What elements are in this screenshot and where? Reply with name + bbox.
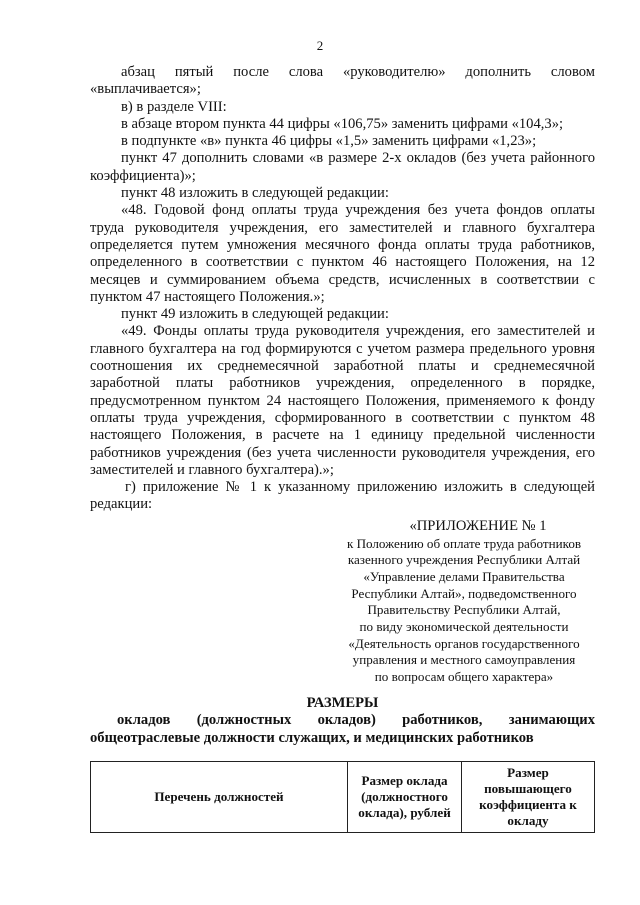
- paragraph: в абзаце втором пункта 44 цифры «106,75» заменить цифрами «104,3»;: [121, 115, 564, 132]
- paragraph: пункт 47 дополнить словами «в размере 2-х окладов (без учета районного коэффициента)»;: [90, 150, 595, 184]
- appendix-line: Республики Алтай», подведомственного: [351, 585, 577, 601]
- appendix-line: по вопросам общего характера»: [374, 669, 554, 685]
- subtitle-word: (должностных: [196, 712, 292, 728]
- table-header-row: [91, 762, 595, 833]
- appendix-title: «ПРИЛОЖЕНИЕ № 1: [409, 518, 547, 534]
- paragraph: в) в разделе VIII:: [121, 98, 227, 115]
- paragraph: абзац пятый после слова «руководителю» дополнить словом «выплачивается»;: [90, 64, 595, 98]
- subtitle-word: занимающих: [508, 712, 595, 728]
- paragraph: пункт 48 изложить в следующей редакции:: [121, 185, 389, 202]
- subtitle-line: общеотраслевые должности служащих, и медицинских работников: [90, 729, 534, 746]
- subtitle-word: окладов): [317, 712, 376, 728]
- sizes-title: РАЗМЕРЫ: [306, 695, 379, 711]
- subtitle-word: работников,: [402, 712, 483, 728]
- sizes-subtitle: [90, 712, 595, 747]
- appendix-line: по виду экономической деятельности: [359, 619, 569, 635]
- appendix-line: к Положению об оплате труда работников: [346, 535, 582, 551]
- paragraph: «49. Фонды оплаты труда руководителя учреждения, его заместителей и главного бухгалтера на год формируются с учетом размера предельного уровня соотношения их среднемесячной заработной платы и среднемесячной заработной платы работников учреждения, определенного в порядке, предусмотренном пунктом 24 настоящего Положения, применяемого к фонду оплаты труда учреждения, сформированного в соответствии с пунктом 48 настоящего Положения, в расчете на 1 единицу предельной численности работников учреждения (без учета численности руководителя учреждения, его заместителей и главного бухгалтера).»;: [90, 323, 595, 478]
- appendix-line: «Управление делами Правительства: [363, 568, 565, 584]
- appendix-line: «Деятельность органов государственного: [348, 635, 580, 651]
- page-number: 2: [316, 38, 324, 53]
- paragraph: в подпункте «в» пункта 46 цифры «1,5» заменить цифрами «1,23»;: [121, 133, 537, 150]
- appendix-line: управления и местного самоуправления: [352, 652, 576, 668]
- paragraph: г) приложение № 1 к указанному приложению изложить в следующей редакции:: [90, 479, 595, 513]
- paragraph: «48. Годовой фонд оплаты труда учреждения без учета фондов оплаты труда руководителя учреждения, его заместителей и главного бухгалтера определяется путем умножения месячного фонда оплаты труда работников, определенного в соответствии с пунктом 46 настоящего Положения, на 12 месяцев и суммированием объема средств, исчисленных в соответствии с пунктом 47 настоящего Положения.»;: [90, 202, 595, 305]
- document-body: [90, 64, 595, 514]
- appendix-heading: [330, 518, 598, 686]
- paragraph: пункт 49 изложить в следующей редакции:: [121, 306, 389, 323]
- appendix-line: Правительству Республики Алтай,: [367, 602, 561, 618]
- header-salary: Размер оклада (должностного оклада), рублей: [348, 762, 462, 833]
- header-coefficient: Размер повышающего коэффициента к окладу: [462, 762, 595, 833]
- positions-table: [90, 761, 595, 833]
- appendix-line: казенного учреждения Республики Алтай: [347, 552, 581, 568]
- subtitle-word: окладов: [117, 712, 171, 728]
- header-positions: Перечень должностей: [91, 762, 348, 833]
